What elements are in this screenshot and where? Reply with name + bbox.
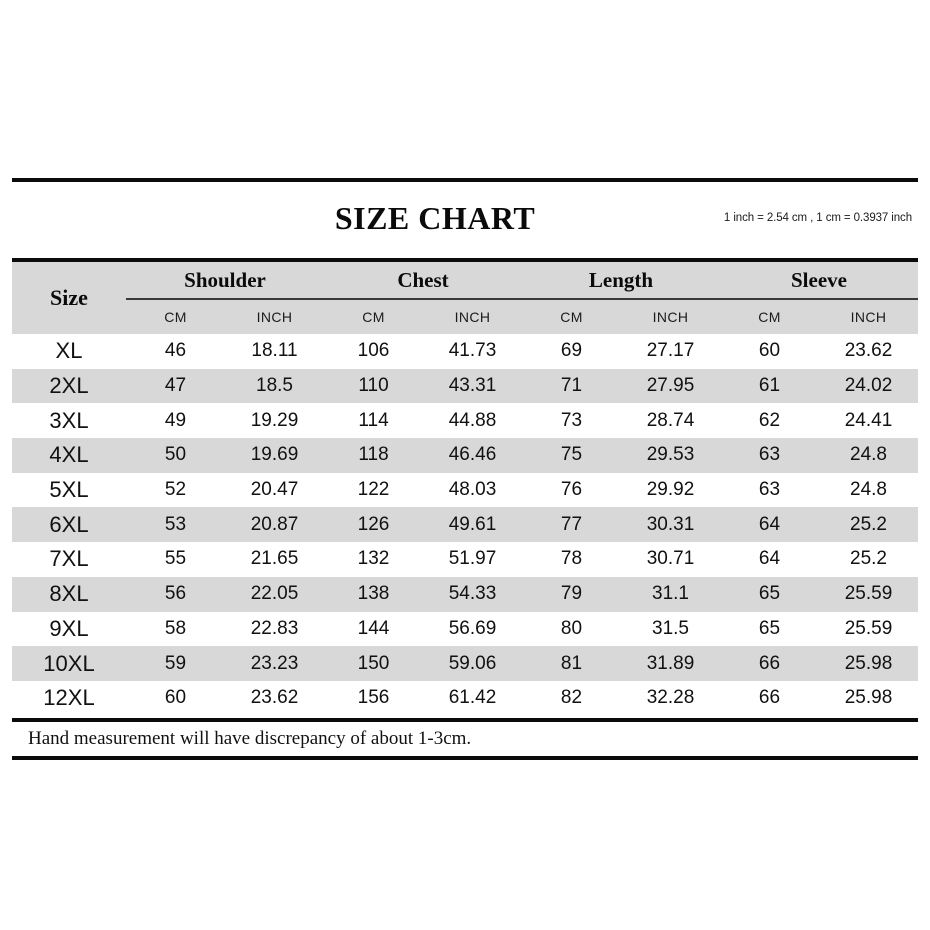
cell-size: XL: [55, 338, 83, 364]
cell-measurement: 25.59: [844, 583, 893, 605]
cell-measurement: 22.83: [250, 617, 299, 639]
cell-measurement: 25.2: [850, 548, 887, 570]
cell-size: 9XL: [49, 615, 89, 641]
cell-measurement: 138: [357, 583, 390, 605]
cell-measurement: 49: [164, 409, 187, 431]
cell-measurement: 61.42: [448, 687, 497, 709]
cell-measurement: 150: [357, 652, 390, 674]
unit-header-length-inch: INCH: [652, 309, 689, 325]
table-row: [12, 681, 918, 716]
table-row: [12, 473, 918, 508]
cell-measurement: 60: [758, 340, 781, 362]
cell-measurement: 24.8: [850, 444, 887, 466]
cell-measurement: 71: [560, 375, 583, 397]
unit-header-chest-inch: INCH: [454, 309, 491, 325]
table-row: [12, 577, 918, 612]
cell-measurement: 29.92: [646, 479, 695, 501]
table-row: [12, 542, 918, 577]
row-measurement-cells: [126, 340, 918, 362]
cell-measurement: 32.28: [646, 687, 695, 709]
cell-measurement: 59.06: [448, 652, 497, 674]
cell-measurement: 46.46: [448, 444, 497, 466]
cell-measurement: 58: [164, 617, 187, 639]
table-row: [12, 369, 918, 404]
cell-measurement: 31.1: [652, 583, 689, 605]
column-header-size: Size: [50, 285, 88, 310]
cell-measurement: 24.8: [850, 479, 887, 501]
cell-measurement: 62: [758, 409, 781, 431]
table-row: [12, 612, 918, 647]
cell-measurement: 126: [357, 513, 390, 535]
cell-measurement: 25.2: [850, 513, 887, 535]
title-band: [12, 182, 918, 258]
cell-measurement: 21.65: [250, 548, 299, 570]
cell-measurement: 64: [758, 548, 781, 570]
cell-size: 7XL: [49, 546, 89, 572]
row-measurement-cells: [126, 548, 918, 570]
cell-measurement: 110: [358, 375, 389, 397]
cell-measurement: 118: [358, 444, 389, 466]
cell-measurement: 82: [560, 687, 583, 709]
unit-headers: [126, 300, 918, 334]
cell-measurement: 20.87: [250, 513, 299, 535]
table-row: [12, 646, 918, 681]
group-header-chest: Chest: [397, 267, 449, 292]
cell-measurement: 156: [357, 687, 390, 709]
group-header-length: Length: [588, 267, 654, 292]
cell-size: 5XL: [49, 477, 89, 503]
cell-measurement: 46: [164, 340, 187, 362]
row-measurement-cells: [126, 479, 918, 501]
cell-measurement: 59: [164, 652, 187, 674]
row-measurement-cells: [126, 410, 918, 432]
size-chart-container: [12, 178, 918, 760]
cell-measurement: 20.47: [250, 479, 299, 501]
cell-measurement: 55: [164, 548, 187, 570]
cell-measurement: 31.89: [646, 652, 695, 674]
cell-measurement: 56.69: [448, 617, 497, 639]
cell-measurement: 18.5: [256, 375, 293, 397]
cell-measurement: 24.02: [844, 375, 893, 397]
cell-measurement: 77: [560, 513, 583, 535]
cell-measurement: 66: [758, 687, 781, 709]
cell-measurement: 29.53: [646, 444, 695, 466]
row-measurement-cells: [126, 375, 918, 397]
cell-measurement: 106: [357, 340, 390, 362]
cell-measurement: 114: [358, 409, 389, 431]
page-title: SIZE CHART: [334, 200, 536, 236]
unit-header-shoulder-cm: CM: [164, 309, 187, 325]
cell-measurement: 52: [164, 479, 187, 501]
cell-measurement: 65: [758, 583, 781, 605]
row-measurement-cells: [126, 687, 918, 709]
cell-measurement: 65: [758, 617, 781, 639]
unit-header-sleeve-cm: CM: [758, 309, 781, 325]
cell-measurement: 79: [560, 583, 583, 605]
cell-size: 2XL: [49, 373, 89, 399]
cell-measurement: 69: [560, 340, 583, 362]
cell-measurement: 54.33: [448, 583, 497, 605]
cell-measurement: 19.29: [250, 409, 299, 431]
cell-measurement: 56: [164, 583, 187, 605]
row-measurement-cells: [126, 618, 918, 640]
cell-measurement: 60: [164, 687, 187, 709]
group-header-shoulder: Shoulder: [184, 267, 266, 292]
table-row: [12, 334, 918, 369]
cell-size: 10XL: [43, 650, 95, 676]
footnote-bottom-divider: [12, 756, 918, 760]
cell-measurement: 30.31: [646, 513, 695, 535]
cell-measurement: 47: [164, 375, 187, 397]
cell-measurement: 25.98: [844, 687, 893, 709]
row-measurement-cells: [126, 444, 918, 466]
group-header-sleeve: Sleeve: [791, 267, 847, 292]
cell-measurement: 30.71: [646, 548, 695, 570]
cell-measurement: 22.05: [250, 583, 299, 605]
unit-conversion-note: 1 inch = 2.54 cm , 1 cm = 0.3937 inch: [723, 212, 912, 224]
unit-header-length-cm: CM: [560, 309, 583, 325]
cell-measurement: 61: [758, 375, 781, 397]
cell-measurement: 81: [560, 652, 583, 674]
cell-size: 3XL: [49, 407, 89, 433]
cell-size: 4XL: [49, 442, 89, 468]
cell-size: 8XL: [49, 581, 89, 607]
table-row: [12, 507, 918, 542]
cell-measurement: 25.59: [844, 617, 893, 639]
cell-measurement: 73: [560, 409, 583, 431]
cell-measurement: 51.97: [448, 548, 497, 570]
cell-measurement: 19.69: [250, 444, 299, 466]
row-measurement-cells: [126, 583, 918, 605]
measurement-group-headers: [126, 262, 918, 298]
row-measurement-cells: [126, 514, 918, 536]
unit-header-chest-cm: CM: [362, 309, 385, 325]
footnote-text: Hand measurement will have discrepancy of about 1-3cm.: [12, 722, 918, 756]
table-header: [12, 262, 918, 334]
cell-measurement: 80: [560, 617, 583, 639]
cell-measurement: 28.74: [646, 409, 695, 431]
unit-header-sleeve-inch: INCH: [850, 309, 887, 325]
cell-measurement: 144: [357, 617, 390, 639]
table-row: [12, 438, 918, 473]
cell-measurement: 18.11: [251, 340, 298, 362]
cell-measurement: 64: [758, 513, 781, 535]
cell-measurement: 49.61: [448, 513, 497, 535]
cell-measurement: 50: [164, 444, 187, 466]
row-measurement-cells: [126, 653, 918, 675]
cell-measurement: 63: [758, 479, 781, 501]
cell-measurement: 75: [560, 444, 583, 466]
cell-measurement: 78: [560, 548, 583, 570]
cell-measurement: 23.23: [250, 652, 299, 674]
cell-measurement: 63: [758, 444, 781, 466]
cell-measurement: 66: [758, 652, 781, 674]
cell-measurement: 43.31: [448, 375, 497, 397]
cell-measurement: 132: [357, 548, 390, 570]
cell-measurement: 53: [164, 513, 187, 535]
table-body: [12, 334, 918, 716]
cell-measurement: 31.5: [652, 617, 689, 639]
cell-measurement: 41.73: [448, 340, 497, 362]
cell-measurement: 48.03: [448, 479, 497, 501]
cell-measurement: 44.88: [448, 409, 497, 431]
cell-measurement: 23.62: [250, 687, 299, 709]
cell-measurement: 76: [560, 479, 583, 501]
cell-measurement: 122: [357, 479, 390, 501]
cell-measurement: 25.98: [844, 652, 893, 674]
cell-measurement: 24.41: [844, 409, 893, 431]
cell-measurement: 23.62: [844, 340, 893, 362]
table-row: [12, 403, 918, 438]
cell-size: 12XL: [43, 685, 95, 711]
cell-measurement: 27.17: [646, 340, 695, 362]
cell-measurement: 27.95: [646, 375, 695, 397]
cell-size: 6XL: [49, 511, 89, 537]
unit-header-shoulder-inch: INCH: [256, 309, 293, 325]
